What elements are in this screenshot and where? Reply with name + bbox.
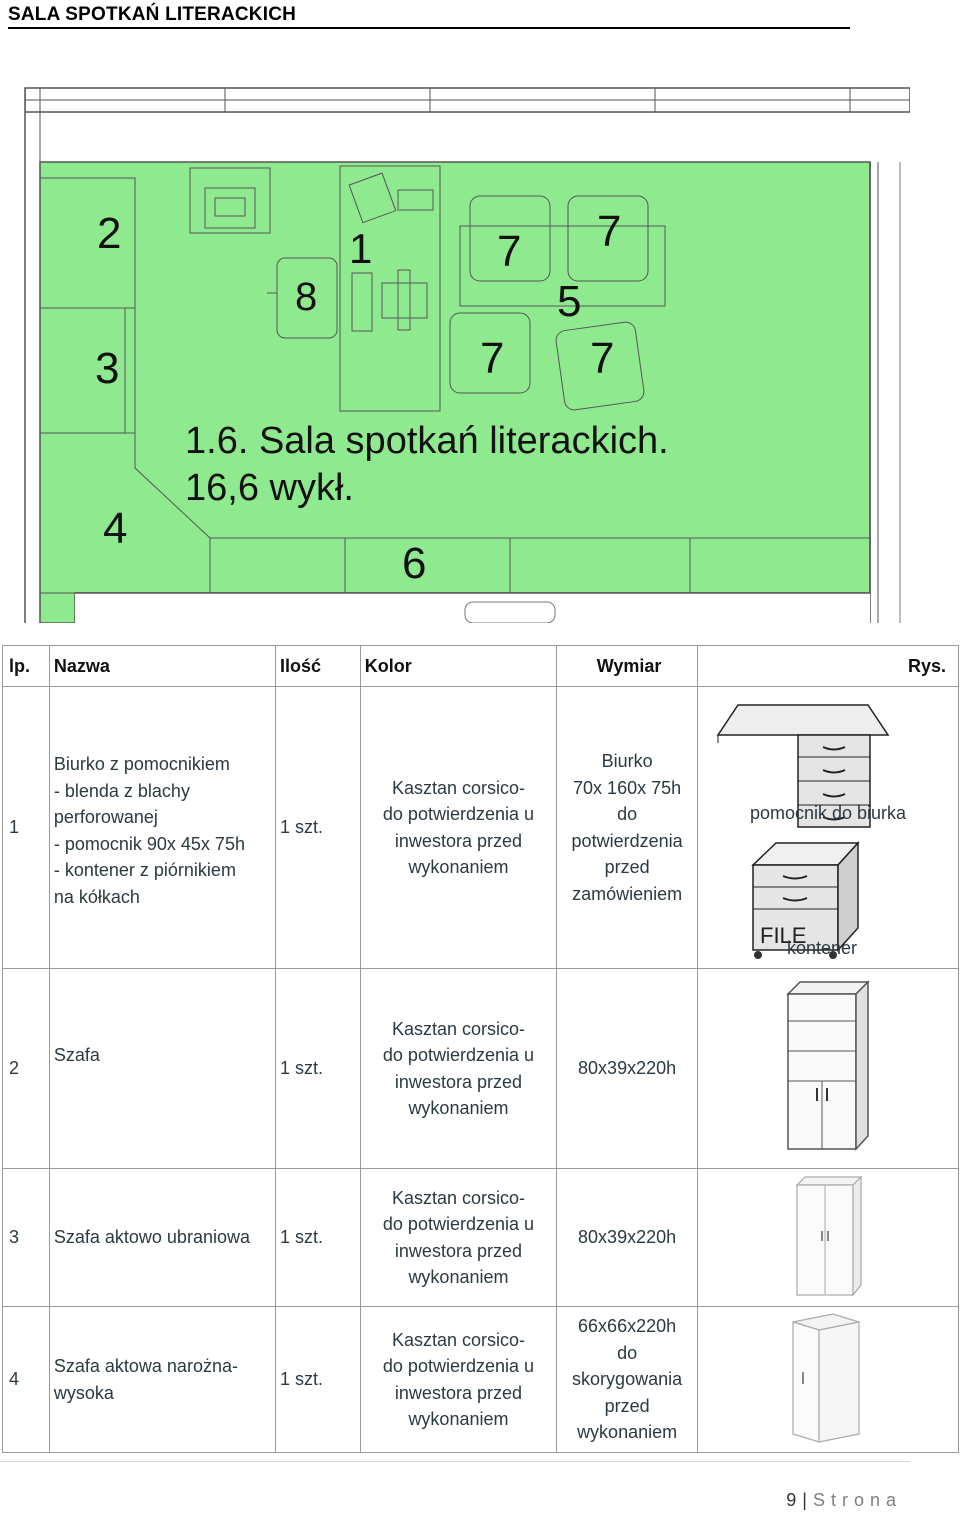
row-picture — [698, 969, 959, 1169]
row-lp: 3 — [3, 1169, 50, 1307]
table-row — [3, 1169, 959, 1307]
plan-number-1: 1 — [349, 225, 373, 272]
wardrobe-open-icon — [778, 976, 878, 1156]
row-dim: 80x39x220h — [557, 1169, 698, 1307]
header-lp: lp. — [3, 646, 50, 687]
plan-number-6: 6 — [402, 539, 427, 588]
row-name: Szafa aktowo ubraniowa — [49, 1169, 275, 1307]
header-dim: Wymiar — [557, 646, 698, 687]
floor-plan-drawing — [0, 78, 910, 623]
row-lp: 2 — [3, 969, 50, 1169]
plan-number-7: 7 — [597, 207, 622, 256]
row-qty: 1 szt. — [276, 687, 361, 969]
document-title: SALA SPOTKAŃ LITERACKICH — [8, 4, 850, 29]
row-picture — [698, 1307, 959, 1453]
row-qty: 1 szt. — [276, 1169, 361, 1307]
row-lp: 4 — [3, 1307, 50, 1453]
row-dim: 80x39x220h — [557, 969, 698, 1169]
plan-number-7: 7 — [590, 334, 615, 383]
plan-number-5: 5 — [557, 277, 582, 326]
table-header-row — [3, 646, 959, 687]
table-row — [3, 969, 959, 1169]
header-name: Nazwa — [49, 646, 275, 687]
footer-divider — [0, 1461, 910, 1462]
container-label: kontener — [787, 938, 858, 958]
wardrobe-closed-icon — [783, 1173, 873, 1298]
floor-plan — [0, 78, 910, 623]
plan-number-7: 7 — [480, 334, 505, 383]
table-row — [3, 687, 959, 969]
row-picture — [698, 1169, 959, 1307]
row-color: Kasztan corsico- do potwierdzenia u inwestora przed wykonaniem — [360, 687, 556, 969]
furniture-table — [2, 645, 959, 1453]
table-row — [3, 1307, 959, 1453]
footer-separator: | — [802, 1490, 807, 1510]
room-subtitle: 16,6 wykł. — [185, 467, 354, 509]
plan-number-3: 3 — [95, 344, 120, 393]
room-title: 1.6. Sala spotkań literackich. — [185, 420, 669, 462]
corner-wardrobe-icon — [783, 1310, 873, 1445]
plan-number-4: 4 — [103, 504, 128, 553]
row-qty: 1 szt. — [276, 969, 361, 1169]
row-name: Szafa aktowa narożna- wysoka — [49, 1307, 275, 1453]
page-word: Strona — [812, 1490, 902, 1510]
row-name: Biurko z pomocnikiem - blenda z blachy perforowanej - pomocnik 90x 45x 75h - kontener z piórnikiem na kółkach — [49, 687, 275, 969]
plan-number-8: 8 — [295, 275, 318, 319]
desk-drawer-icon — [698, 693, 958, 963]
page-footer — [786, 1490, 902, 1511]
row-picture — [698, 687, 959, 969]
file-label: FILE — [760, 922, 807, 948]
page-number: 9 — [786, 1490, 797, 1510]
plan-number-7: 7 — [497, 227, 522, 276]
row-color: Kasztan corsico- do potwierdzenia u inwestora przed wykonaniem — [360, 1169, 556, 1307]
helper-label: pomocnik do biurka — [749, 802, 907, 823]
row-dim: Biurko 70x 160x 75h do potwierdzenia przed zamówieniem — [557, 687, 698, 969]
row-color: Kasztan corsico- do potwierdzenia u inwestora przed wykonaniem — [360, 1307, 556, 1453]
header-color: Kolor — [360, 646, 556, 687]
row-dim: 66x66x220h do skorygowania przed wykonaniem — [557, 1307, 698, 1453]
plan-number-2: 2 — [97, 209, 122, 258]
row-name: Szafa — [49, 969, 275, 1169]
row-qty: 1 szt. — [276, 1307, 361, 1453]
row-lp: 1 — [3, 687, 50, 969]
header-qty: Ilość — [276, 646, 361, 687]
row-color: Kasztan corsico- do potwierdzenia u inwestora przed wykonaniem — [360, 969, 556, 1169]
header-pic: Rys. — [698, 646, 959, 687]
